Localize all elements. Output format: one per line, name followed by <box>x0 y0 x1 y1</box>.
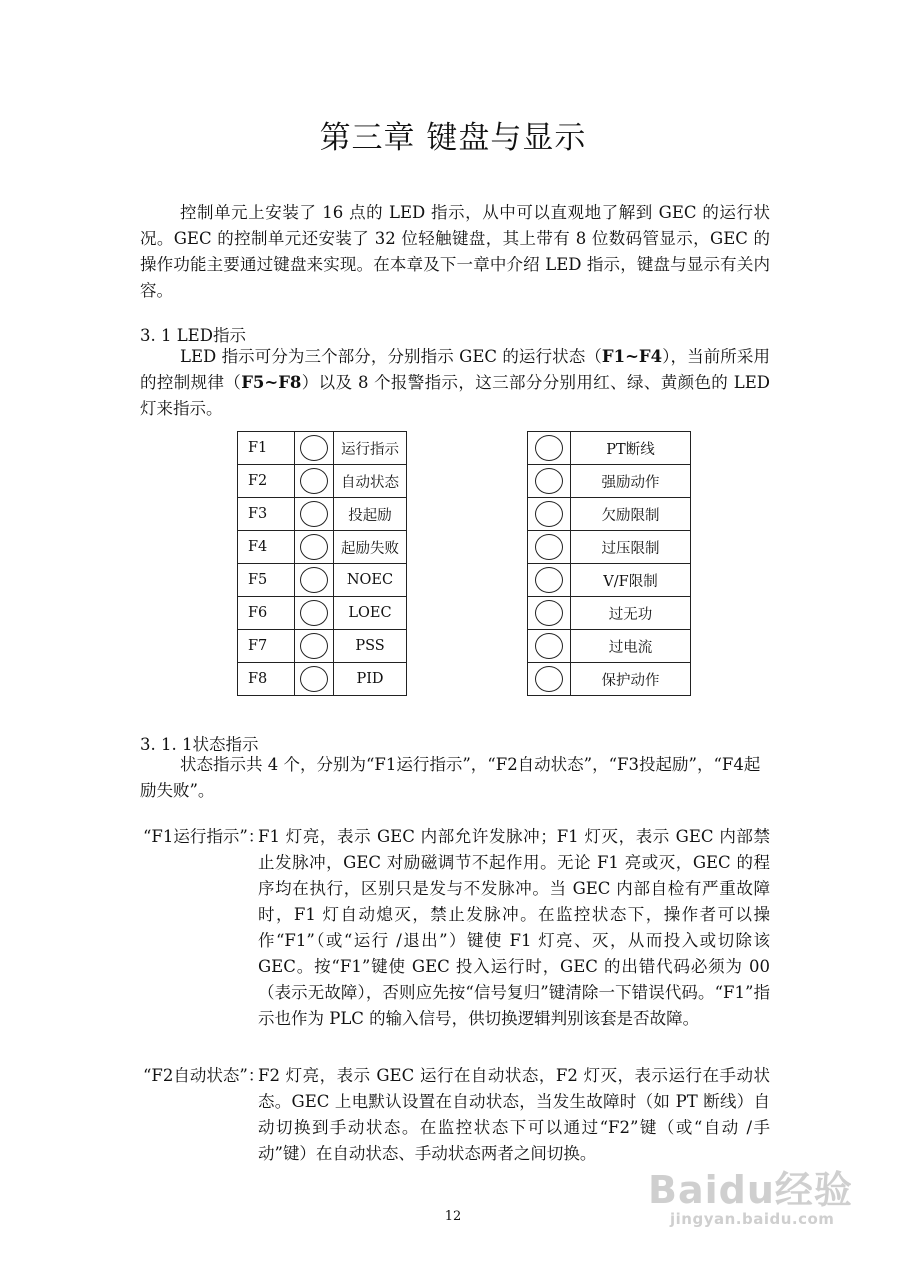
led-row-right <box>528 465 691 498</box>
led-circle-icon <box>535 567 563 593</box>
led-label: 过电流 <box>571 630 691 663</box>
led-circle-icon <box>300 468 328 494</box>
led-label: 过压限制 <box>571 531 691 564</box>
led-code: F5 <box>238 564 295 597</box>
led-row-right <box>528 498 691 531</box>
item-term-f1: “F1运行指示”： <box>143 827 265 846</box>
intro-paragraph: 控制单元上安装了 16 点的 LED 指示，从中可以直观地了解到 GEC 的运行状况。GEC 的控制单元还安装了 32 位轻触键盘，其上带有 8 位数码管显示，GEC 的操作功能主要通过键盘来实现。在本章及下一章中介绍 LED 指示，键盘与显示有关内容。 <box>140 203 770 300</box>
led-row-left <box>238 597 407 630</box>
led-row-left <box>238 531 407 564</box>
led-cell <box>295 597 334 630</box>
page-number: 12 <box>444 1209 462 1224</box>
led-label: PID <box>334 663 407 696</box>
led-row-right <box>528 531 691 564</box>
led-row-left <box>238 465 407 498</box>
led-cell <box>295 498 334 531</box>
watermark-url: jingyan.baidu.com <box>670 1210 835 1228</box>
led-circle-icon <box>535 468 563 494</box>
led-cell <box>295 531 334 564</box>
subsection-body: 状态指示共 4 个，分别为“F1运行指示”，“F2自动状态”，“F3投起励”，“F4起励失败”。 <box>140 755 761 800</box>
led-cell <box>295 564 334 597</box>
led-row-left <box>238 432 407 465</box>
led-label: 保护动作 <box>571 663 691 696</box>
led-cell <box>528 432 571 465</box>
led-row-left <box>238 498 407 531</box>
led-cell <box>528 630 571 663</box>
led-code: F2 <box>238 465 295 498</box>
led-row-left <box>238 630 407 663</box>
led-label: 过无功 <box>571 597 691 630</box>
led-code: F6 <box>238 597 295 630</box>
led-cell <box>295 432 334 465</box>
led-cell <box>528 498 571 531</box>
led-row-right <box>528 663 691 696</box>
led-cell <box>295 465 334 498</box>
led-label: 自动状态 <box>334 465 407 498</box>
led-circle-icon <box>535 435 563 461</box>
led-label: NOEC <box>334 564 407 597</box>
led-label: 起励失败 <box>334 531 407 564</box>
led-circle-icon <box>300 534 328 560</box>
led-label: 投起励 <box>334 498 407 531</box>
led-cell <box>295 663 334 696</box>
led-row-left <box>238 663 407 696</box>
led-label: PSS <box>334 630 407 663</box>
led-cell <box>528 597 571 630</box>
led-circle-icon <box>535 600 563 626</box>
watermark-logo: Baidu经验 <box>648 1168 853 1212</box>
led-cell <box>295 630 334 663</box>
item-desc-f1: F1 灯亮，表示 GEC 内部允许发脉冲；F1 灯灭，表示 GEC 内部禁止发脉冲，GEC 对励磁调节不起作用。无论 F1 亮或灭，GEC 的程序均在执行，区别只是发与不发脉冲。当 GEC 内部自检有严重故障时，F1 灯自动熄灭，禁止发脉冲。在监控状态下，操作者可以操作“F1”（或“运行 /退出”）键使 F1 灯亮、灭，从而投入或切除该 GEC。按“F1”键使 GEC 投入运行时，GEC 的出错代码必须为 00（表示无故障），否则应先按“信号复归”键清除一下错误代码。“F1”指示也作为 PLC 的输入信号，供切换逻辑判别该套是否故障。 <box>258 827 770 1028</box>
led-circle-icon <box>300 600 328 626</box>
led-circle-icon <box>300 435 328 461</box>
led-code: F4 <box>238 531 295 564</box>
led-circle-icon <box>535 534 563 560</box>
led-cell <box>528 531 571 564</box>
led-label: 强励动作 <box>571 465 691 498</box>
led-cell <box>528 663 571 696</box>
led-row-right <box>528 597 691 630</box>
item-term-f2: “F2自动状态”： <box>143 1066 265 1085</box>
led-cell <box>528 564 571 597</box>
watermark <box>648 1170 853 1228</box>
item-desc-f2: F2 灯亮，表示 GEC 运行在自动状态，F2 灯灭，表示运行在手动状态。GEC 上电默认设置在自动状态，当发生故障时（如 PT 断线）自动切换到手动状态。在监控状态下可以通过“F2”键（或“自动 /手动”键）在自动状态、手动状态两者之间切换。 <box>258 1066 770 1163</box>
led-table-right <box>527 431 691 696</box>
led-row-right <box>528 630 691 663</box>
page-title: 第三章 键盘与显示 <box>319 120 587 156</box>
led-label: PT断线 <box>571 432 691 465</box>
led-circle-icon <box>535 501 563 527</box>
led-code: F1 <box>238 432 295 465</box>
led-row-right <box>528 564 691 597</box>
led-circle-icon <box>300 633 328 659</box>
led-table-left <box>237 431 407 696</box>
led-label: 运行指示 <box>334 432 407 465</box>
led-row-right <box>528 432 691 465</box>
led-cell <box>528 465 571 498</box>
led-code: F3 <box>238 498 295 531</box>
led-label: V/F限制 <box>571 564 691 597</box>
led-label: LOEC <box>334 597 407 630</box>
led-circle-icon <box>300 666 328 692</box>
led-code: F7 <box>238 630 295 663</box>
section-body: LED 指示可分为三个部分，分别指示 GEC 的运行状态（F1~F4），当前所采用的控制规律（F5~F8）以及 8 个报警指示，这三部分分别用红、绿、黄颜色的 LED 灯来指示。 <box>140 347 771 418</box>
section-heading: 3. 1 LED指示 <box>140 326 246 345</box>
led-row-left <box>238 564 407 597</box>
led-circle-icon <box>300 567 328 593</box>
led-circle-icon <box>535 666 563 692</box>
led-label: 欠励限制 <box>571 498 691 531</box>
led-code: F8 <box>238 663 295 696</box>
subsection-heading: 3. 1. 1状态指示 <box>140 735 259 754</box>
led-circle-icon <box>535 633 563 659</box>
led-circle-icon <box>300 501 328 527</box>
